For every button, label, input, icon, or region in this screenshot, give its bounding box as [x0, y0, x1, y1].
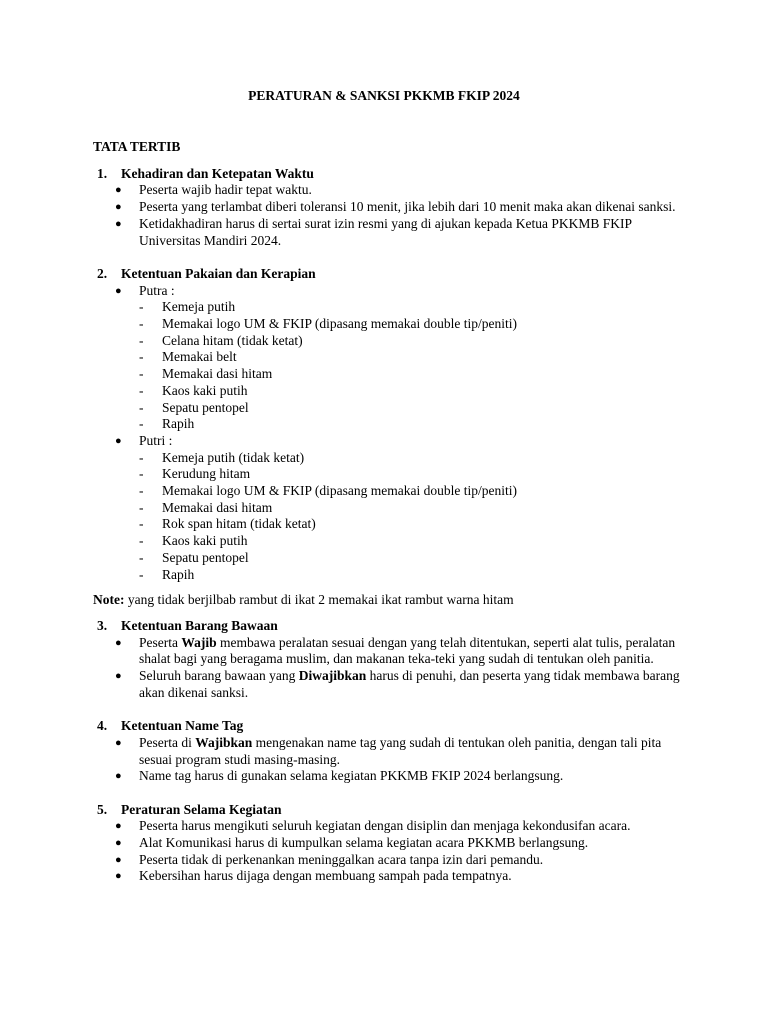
list-item: - Memakai dasi hitam — [139, 366, 273, 382]
list-item: - Rapih — [139, 416, 195, 432]
bullet-icon: ● — [115, 217, 122, 230]
bullet-icon: ● — [115, 820, 122, 833]
section-3-title: 3. Ketentuan Barang Bawaan — [97, 617, 278, 633]
bullet-icon: ● — [115, 184, 122, 197]
bullet-icon: ● — [115, 670, 122, 683]
section-2-list — [93, 283, 683, 300]
list-item: ● Alat Komunikasi harus di kumpulkan selama kegiatan acara PKKMB berlangsung. — [115, 835, 589, 851]
list-item: ● Seluruh barang bawaan yang Diwajibkan harus di penuhi, dan peserta yang tidak membawa barang akan dikenai sanksi. — [115, 668, 680, 700]
document-body — [93, 139, 683, 885]
section-heading: TATA TERTIB — [93, 139, 181, 154]
document-title: PERATURAN & SANKSI PKKMB FKIP 2024 — [248, 88, 520, 103]
list-item: ● Putri : — [115, 432, 173, 448]
list-item: - Rapih — [139, 566, 195, 582]
bullet-icon: ● — [115, 770, 122, 783]
list-item: - Sepatu pentopel — [139, 399, 249, 415]
putra-list — [93, 299, 683, 433]
section-4-list — [93, 735, 683, 785]
list-item: - Kaos kaki putih — [139, 382, 248, 398]
note: Note: yang tidak berjilbab rambut di ikat 2 memakai ikat rambut warna hitam — [93, 592, 514, 608]
bullet-icon: ● — [115, 853, 122, 866]
bullet-icon: ● — [115, 201, 122, 214]
section-4-title: 4. Ketentuan Name Tag — [97, 718, 244, 734]
list-item: ● Name tag harus di gunakan selama kegiatan PKKMB FKIP 2024 berlangsung. — [115, 768, 564, 784]
bullet-icon: ● — [115, 636, 122, 649]
section-2-title: 2. Ketentuan Pakaian dan Kerapian — [97, 265, 316, 281]
list-item: - Sepatu pentopel — [139, 549, 249, 565]
list-item: ● Peserta Wajib membawa peralatan sesuai dengan yang telah ditentukan, seperti alat tulis, peralatan shalat bagi yang beragama muslim, dan makanan teka-teki yang sudah di tentukan oleh panitia. — [115, 634, 676, 667]
list-item: ● Peserta wajib hadir tepat waktu. — [115, 182, 312, 198]
bullet-icon: ● — [115, 870, 122, 883]
list-item: - Memakai belt — [139, 349, 237, 365]
section-5-list — [93, 818, 683, 885]
section-3-list — [93, 635, 683, 702]
bullet-icon: ● — [115, 434, 122, 447]
list-item: ● Kebersihan harus dijaga dengan membuang sampah pada tempatnya. — [115, 868, 512, 884]
list-item: ● Peserta di Wajibkan mengenakan name tag yang sudah di tentukan oleh panitia, dengan tali pita sesuai program studi masing-masing. — [115, 734, 662, 767]
putri-list — [93, 450, 683, 584]
list-item: - Kemeja putih (tidak ketat) — [139, 449, 305, 465]
bullet-icon: ● — [115, 837, 122, 850]
list-item: ● Peserta yang terlambat diberi toleransi 10 menit, jika lebih dari 10 menit maka akan dikenai sanksi. — [115, 199, 676, 215]
list-item: - Kerudung hitam — [139, 466, 251, 482]
list-item: - Memakai logo UM & FKIP (dipasang memakai double tip/peniti) — [139, 316, 517, 332]
list-item: - Kemeja putih — [139, 299, 236, 315]
list-item: - Rok span hitam (tidak ketat) — [139, 516, 316, 532]
list-item: ● Peserta tidak di perkenankan meninggalkan acara tanpa izin dari pemandu. — [115, 851, 544, 867]
list-item: - Memakai logo UM & FKIP (dipasang memakai double tip/peniti) — [139, 483, 517, 499]
bullet-icon: ● — [115, 736, 122, 749]
section-1-title: 1. Kehadiran dan Ketepatan Waktu — [97, 165, 314, 181]
section-5-title: 5. Peraturan Selama Kegiatan — [97, 801, 282, 817]
section-1-list — [93, 182, 683, 249]
list-item: ● Ketidakhadiran harus di sertai surat izin resmi yang di ajukan kepada Ketua PKKMB FKIP Universitas Mandiri 2024. — [115, 215, 632, 248]
list-item: - Kaos kaki putih — [139, 533, 248, 549]
list-item: - Celana hitam (tidak ketat) — [139, 332, 303, 348]
list-item: ● Putra : — [115, 282, 175, 298]
list-item: - Memakai dasi hitam — [139, 499, 273, 515]
list-item: ● Peserta harus mengikuti seluruh kegiatan dengan disiplin dan menjaga kekondusifan acara. — [115, 818, 631, 834]
bullet-icon: ● — [115, 284, 122, 297]
